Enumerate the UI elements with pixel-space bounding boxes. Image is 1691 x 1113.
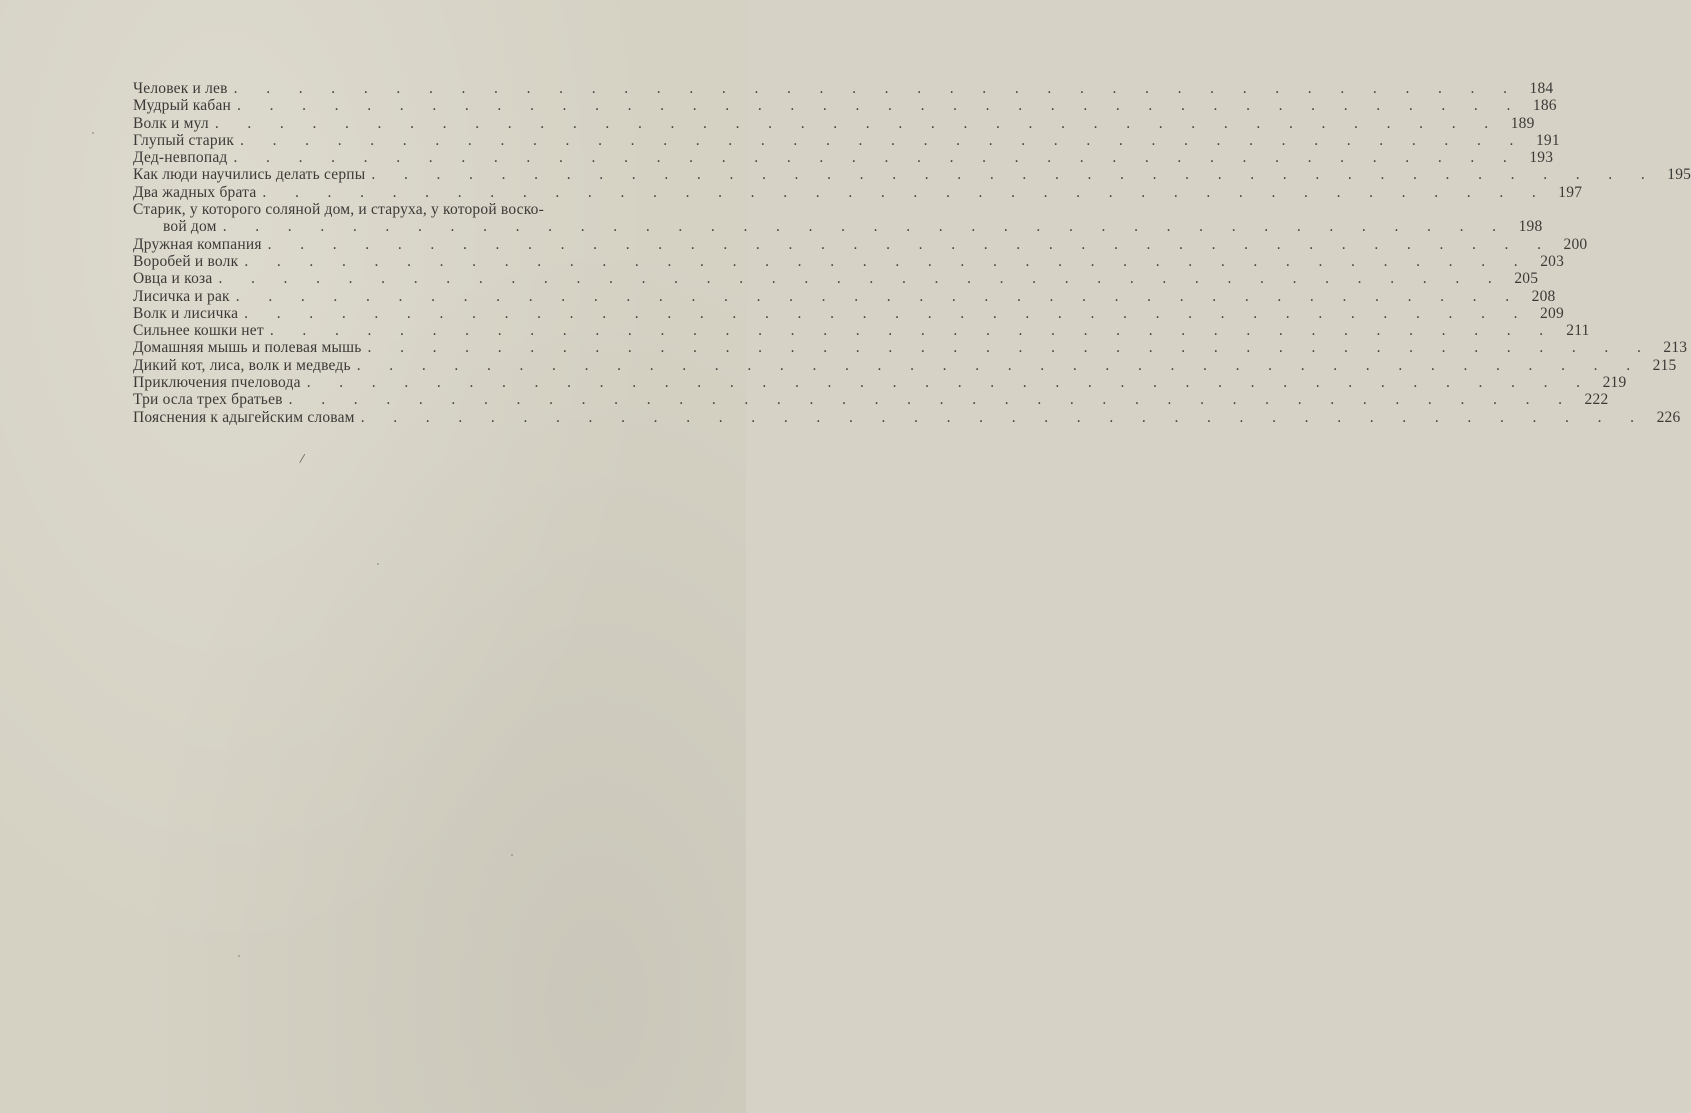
toc-entry-page: 219 (1602, 374, 1627, 392)
toc-entry (133, 252, 1565, 270)
paper-speck (238, 955, 240, 957)
toc-entry (133, 304, 1564, 322)
toc-entry (133, 97, 1557, 115)
toc-leader-dots: . . . . . . . . . . . . . . . . . . . . . . . . . . . . . . . . . . . . . . . . (222, 218, 1509, 236)
toc-leader-dots: . . . . . . . . . . . . . . . . . . . . . . . . . . . . . . . . . . . . . . . . (367, 339, 1654, 357)
toc-entry-title: Дед-невпопад (133, 149, 228, 167)
toc-entry-title: Приключения пчеловода (133, 374, 301, 392)
toc-entry-page: 205 (1514, 270, 1539, 288)
toc-entry-page: 215 (1652, 356, 1677, 374)
toc-entry (133, 374, 1627, 392)
toc-entry (133, 270, 1539, 288)
toc-leader-dots: . . . . . . . . . . . . . . . . . . . . . . . . . . . . . . . . . . . . . . . . (267, 235, 1554, 253)
toc-entry (133, 131, 1560, 149)
toc-entry-title-continued: вой дом (163, 218, 217, 236)
toc-entry (133, 322, 1590, 340)
paper-speck (511, 854, 513, 856)
toc-leader-dots: . . . . . . . . . . . . . . . . . . . . . . . . . . . . . . . . . . . . . . . . (306, 374, 1593, 392)
toc-entry-page: 226 (1656, 408, 1681, 426)
toc-entry (133, 149, 1554, 167)
toc-leader-dots: . . . . . . . . . . . . . . . . . . . . . . . . . . . . . . . . . . . . . . . . (244, 252, 1531, 270)
toc-entry (133, 287, 1556, 305)
toc-leader-dots: . . . . . . . . . . . . . . . . . . . . . . . . . . . . . . . . . . . . . . . . (356, 356, 1643, 374)
toc-entry-title: Два жадных брата (133, 183, 257, 201)
toc-leader-dots: . . . . . . . . . . . . . . . . . . . . . . . . . . . . . . . . . . . . . . . . (218, 270, 1505, 288)
toc-leader-dots: . . . . . . . . . . . . . . . . . . . . . . . . . . . . . . . . . . . . . . . . (269, 322, 1556, 340)
toc-entry-page: 198 (1518, 218, 1543, 236)
toc-entry-title: Дикий кот, лиса, волк и медведь (133, 356, 351, 374)
paper-speck (92, 132, 94, 134)
toc-entry-title: Как люди научились делать серпы (133, 166, 366, 184)
toc-entry-title: Пояснения к адыгейским словам (133, 408, 355, 426)
toc-leader-dots: . . . . . . . . . . . . . . . . . . . . . . . . . . . . . . . . . . . . . . . . (371, 166, 1658, 184)
toc-entry-page: 195 (1667, 166, 1691, 184)
toc-leader-dots: . . . . . . . . . . . . . . . . . . . . . . . . . . . . . . . . . . . . . . . . (233, 149, 1520, 167)
toc-entry-title: Глупый старик (133, 131, 235, 149)
toc-entry-title: Дружная компания (133, 235, 262, 253)
toc-entry-page: 193 (1529, 149, 1554, 167)
toc-entry-title: Волк и мул (133, 114, 209, 132)
toc-leader-dots: . . . . . . . . . . . . . . . . . . . . . . . . . . . . . . . . . . . . . . . . (235, 287, 1522, 305)
toc-entry-page: 200 (1563, 235, 1588, 253)
toc-entry-page: 197 (1558, 183, 1583, 201)
toc-entry (133, 408, 1681, 426)
toc-entry-title: Мудрый кабан (133, 97, 232, 115)
toc-entry (133, 339, 1688, 357)
toc-entry (133, 80, 1554, 97)
toc-entry-page: 191 (1535, 131, 1560, 149)
toc-entry-wrapped-line2 (133, 218, 1543, 236)
toc-entry-page: 211 (1566, 322, 1590, 340)
toc-entry-page: 203 (1540, 252, 1565, 270)
toc-entry-title: Лисичка и рак (133, 287, 230, 305)
toc-entry-page: 222 (1584, 391, 1609, 409)
toc-leader-dots: . . . . . . . . . . . . . . . . . . . . . . . . . . . . . . . . . . . . . . . . (262, 183, 1549, 201)
toc-leader-dots: . . . . . . . . . . . . . . . . . . . . . . . . . . . . . . . . . . . . . . . . (233, 80, 1520, 97)
toc-leader-dots: . . . . . . . . . . . . . . . . . . . . . . . . . . . . . . . . . . . . . . . . (288, 391, 1575, 409)
toc-entry-title: Три осла трех братьев (133, 391, 283, 409)
toc-entry-title: Человек и лев (133, 80, 228, 97)
paper-speck (377, 563, 379, 565)
toc-entry-title: Овца и коза (133, 270, 213, 288)
toc-leader-dots: . . . . . . . . . . . . . . . . . . . . . . . . . . . . . . . . . . . . . . . . (240, 131, 1526, 149)
toc-entry-page: 186 (1532, 97, 1557, 115)
toc-entry-wrapped-line1 (133, 201, 697, 218)
toc-entry-title: Воробей и волк (133, 252, 239, 270)
stray-pencil-mark: / (298, 451, 306, 468)
toc-entry (133, 114, 1535, 132)
toc-entry (133, 356, 1677, 374)
toc-entry-title: Домашняя мышь и полевая мышь (133, 339, 362, 357)
toc-entry-title: Сильнее кошки нет (133, 322, 264, 340)
toc-entry-page: 208 (1531, 287, 1556, 305)
toc-leader-dots: . . . . . . . . . . . . . . . . . . . . . . . . . . . . . . . . . . . . . . . . (214, 114, 1501, 132)
toc-entry-page: 189 (1510, 114, 1535, 132)
toc-entry-page: 184 (1529, 80, 1554, 97)
toc-entry (133, 166, 1691, 184)
toc-entry (133, 235, 1588, 253)
toc-leader-dots: . . . . . . . . . . . . . . . . . . . . . . . . . . . . . . . . . . . . . . . . (237, 97, 1523, 115)
toc-entry (133, 183, 1583, 201)
toc-entry (133, 391, 1609, 409)
toc-leader-dots: . . . . . . . . . . . . . . . . . . . . . . . . . . . . . . . . . . . . . . . . (360, 408, 1647, 426)
toc-leader-dots: . . . . . . . . . . . . . . . . . . . . . . . . . . . . . . . . . . . . . . . . (244, 304, 1530, 322)
table-of-contents (133, 80, 1691, 426)
toc-entry-title: Волк и лисичка (133, 304, 239, 322)
toc-entry-page: 209 (1540, 304, 1564, 322)
toc-entry-title: Старик, у которого соляной дом, и старуха, у которой воско- (133, 201, 544, 219)
toc-entry-page: 213 (1663, 339, 1688, 357)
